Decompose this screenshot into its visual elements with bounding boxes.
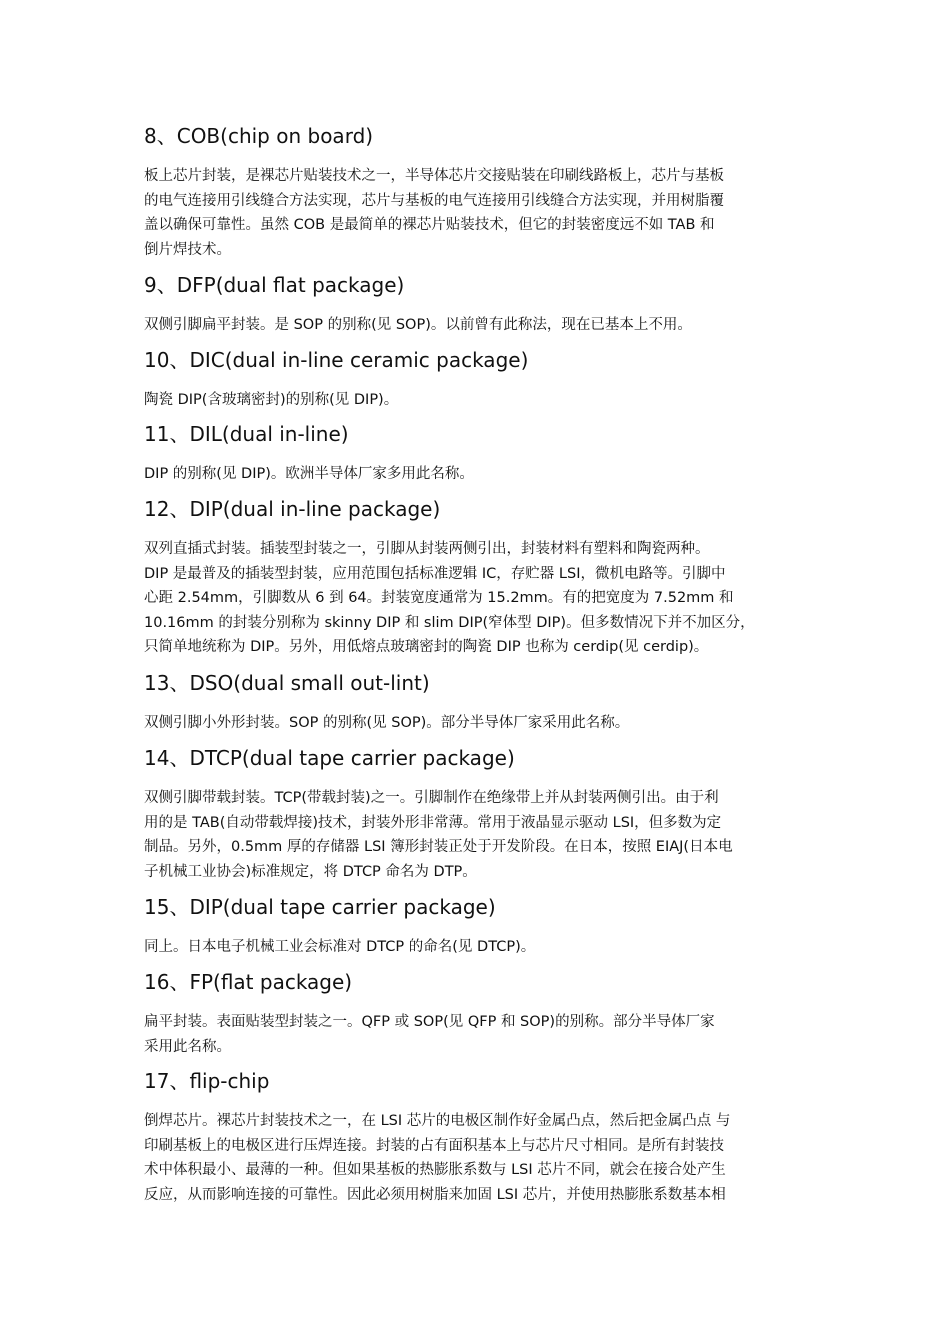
section-14 (144, 745, 808, 884)
section-body (144, 711, 808, 736)
section-15 (144, 894, 808, 960)
section-16 (144, 969, 808, 1059)
section-body (144, 313, 808, 338)
section-heading: 15、DIP(dual tape carrier package) (144, 895, 496, 919)
body-line: 倒焊芯片。裸芯片封装技术之一，在 LSI 芯片的电极区制作好金属凸点，然后把金属凸点 与 (144, 1113, 731, 1129)
section-body (144, 786, 808, 884)
body-line: 双列直插式封装。插装型封装之一，引脚从封装两侧引出，封装材料有塑料和陶瓷两种。 (144, 541, 710, 557)
section-body (144, 1109, 808, 1207)
section-8 (144, 123, 808, 262)
section-11 (144, 421, 808, 487)
section-heading: 17、flip-chip (144, 1069, 270, 1093)
body-line: 盖以确保可靠性。虽然 COB 是最简单的裸芯片贴装技术，但它的封装密度远不如 TAB 和 (144, 217, 715, 234)
section-17 (144, 1068, 808, 1207)
body-line: 陶瓷 DIP(含玻璃密封)的别称(见 DIP)。 (144, 392, 399, 408)
body-line: 制品。另外，0.5mm 厚的存储器 LSI 簿形封装正处于开发阶段。在日本，按照 EIAJ(日本电 (144, 839, 733, 856)
body-line: 采用此名称。 (144, 1038, 231, 1055)
section-heading: 16、FP(flat package) (144, 970, 353, 994)
body-line: 双侧引脚带载封装。TCP(带载封装)之一。引脚制作在绝缘带上并从封装两侧引出。由于利 (144, 790, 719, 806)
section-heading: 12、DIP(dual in-line package) (144, 497, 441, 521)
section-body (144, 388, 808, 413)
body-line: 反应，从而影响连接的可靠性。因此必须用树脂来加固 LSI 芯片，并使用热膨胀系数基本相 (144, 1186, 726, 1203)
body-line: 倒片焊技术。 (144, 241, 231, 258)
body-line: 子机械工业协会)标准规定，将 DTCP 命名为 DTP。 (144, 863, 477, 880)
section-body (144, 537, 808, 660)
body-line: 心距 2.54mm，引脚数从 6 到 64。封装宽度通常为 15.2mm。有的把宽度为 7.52mm 和 (144, 590, 734, 607)
section-heading: 10、DIC(dual in-line ceramic package) (144, 348, 529, 372)
section-13 (144, 670, 808, 736)
section-heading: 14、DTCP(dual tape carrier package) (144, 746, 515, 770)
section-heading: 13、DSO(dual small out-lint) (144, 671, 430, 695)
body-line: 用的是 TAB(自动带载焊接)技术，封装外形非常薄。常用于液晶显示驱动 LSI，但多数为定 (144, 814, 722, 831)
section-body (144, 164, 808, 262)
body-line: 扁平封装。表面贴装型封装之一。QFP 或 SOP(见 QFP 和 SOP)的别称。部分半导体厂家 (144, 1014, 715, 1030)
section-heading: 8、COB(chip on board) (144, 124, 374, 148)
body-line: 双侧引脚扁平封装。是 SOP 的别称(见 SOP)。以前曾有此称法，现在已基本上不用。 (144, 317, 692, 333)
body-line: DIP 的别称(见 DIP)。欧洲半导体厂家多用此名称。 (144, 466, 474, 482)
body-line: DIP 是最普及的插装型封装，应用范围包括标准逻辑 IC，存贮器 LSI，微机电路等。引脚中 (144, 565, 726, 582)
section-9 (144, 272, 808, 338)
section-heading: 9、DFP(dual flat package) (144, 273, 405, 297)
body-line: 只简单地统称为 DIP。另外，用低熔点玻璃密封的陶瓷 DIP 也称为 cerdip(见 cerdip)。 (144, 639, 709, 656)
body-line: 10.16mm 的封装分别称为 skinny DIP 和 slim DIP(窄体型 DIP)。但多数情况下并不加区分， (144, 614, 755, 631)
section-12 (144, 496, 808, 660)
body-line: 双侧引脚小外形封装。SOP 的别称(见 SOP)。部分半导体厂家采用此名称。 (144, 715, 630, 731)
body-line: 板上芯片封装，是裸芯片贴装技术之一，半导体芯片交接贴装在印刷线路板上，芯片与基板 (144, 168, 724, 184)
section-10 (144, 347, 808, 413)
section-heading: 11、DIL(dual in-line) (144, 422, 349, 446)
body-line: 的电气连接用引线缝合方法实现，芯片与基板的电气连接用引线缝合方法实现，并用树脂覆 (144, 192, 724, 209)
body-line: 印刷基板上的电极区进行压焊连接。封装的占有面积基本上与芯片尺寸相同。是所有封装技 (144, 1137, 724, 1154)
section-body (144, 462, 808, 487)
section-body (144, 1010, 808, 1059)
body-line: 同上。日本电子机械工业会标准对 DTCP 的命名(见 DTCP)。 (144, 939, 536, 955)
section-body (144, 935, 808, 960)
body-line: 术中体积最小、最薄的一种。但如果基板的热膨胀系数与 LSI 芯片不同，就会在接合处产生 (144, 1162, 726, 1179)
